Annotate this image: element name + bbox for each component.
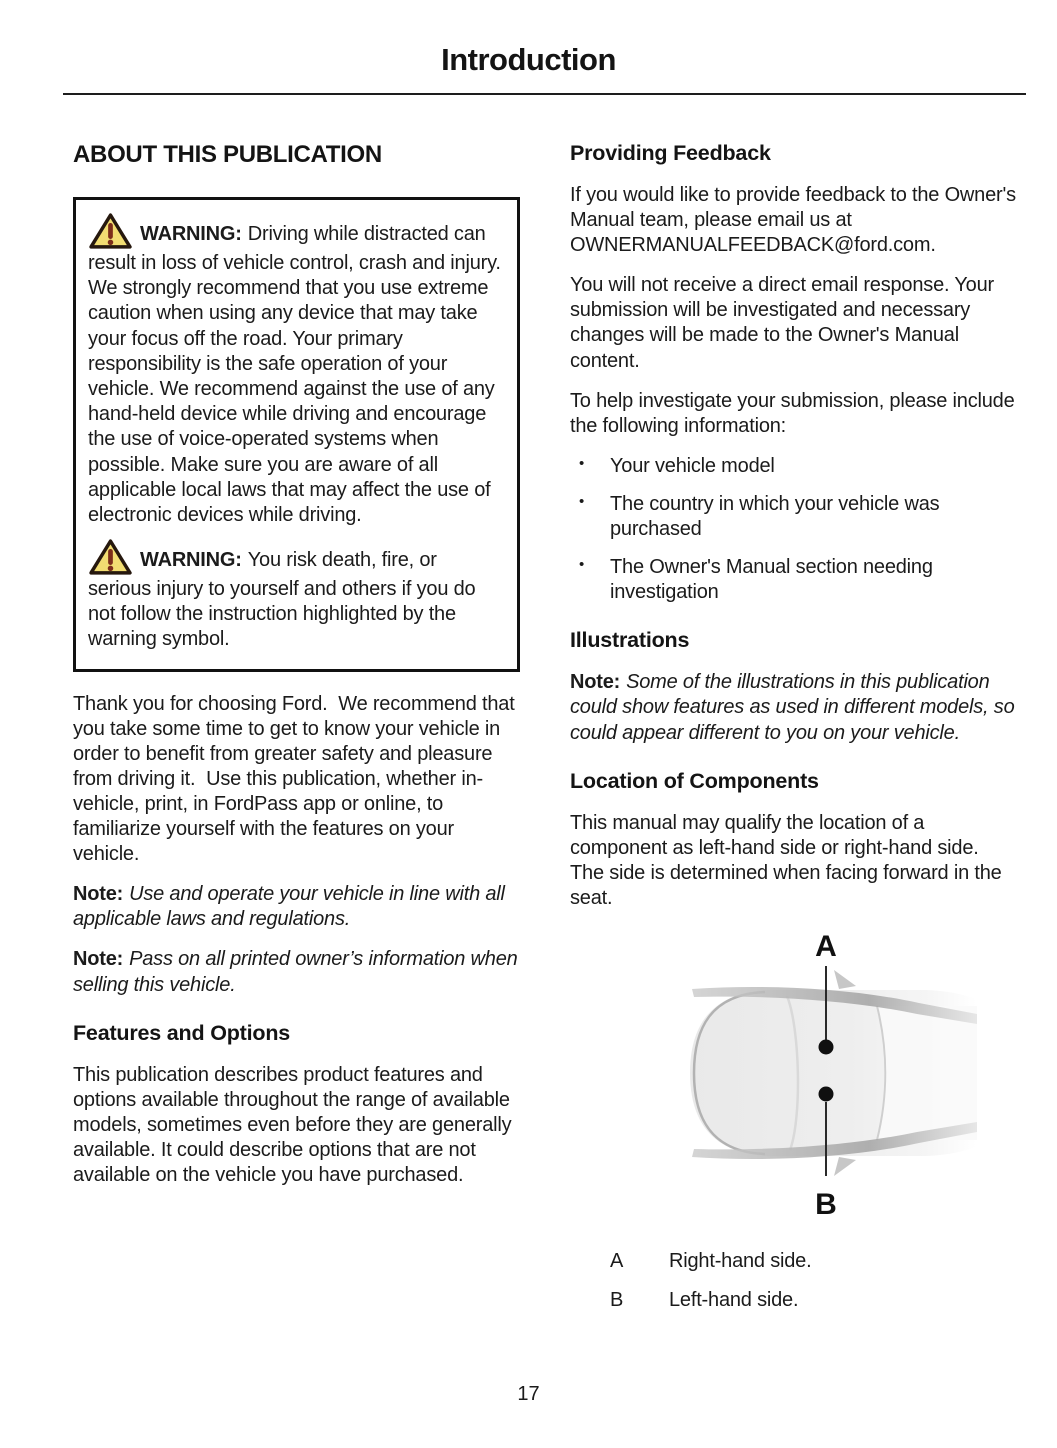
bullet-item xyxy=(570,492,1019,542)
warning-label: WARNING: xyxy=(140,549,242,572)
note-label: Note: xyxy=(73,948,124,971)
note xyxy=(73,947,520,997)
legend-text: Left-hand side. xyxy=(669,1288,799,1311)
note-text: Use and operate your vehicle in line with all applicable laws and regulations. xyxy=(73,883,505,931)
bullet-text: The Owner's Manual section needing investigation xyxy=(610,556,933,604)
illustrations-note xyxy=(570,670,1019,745)
figure-dot-right-side xyxy=(818,1039,833,1054)
page-number: 17 xyxy=(517,1383,540,1405)
right-column xyxy=(570,141,1022,1328)
feedback-paragraph: If you would like to provide feedback to the Owner's Manual team, please email us at OWNERMANUALFEEDBACK@ford.com. xyxy=(570,184,1022,257)
note xyxy=(73,882,520,932)
vehicle-top-view-illustration xyxy=(669,926,979,1222)
legend-row xyxy=(570,1289,1019,1312)
note-label: Note: xyxy=(570,671,621,694)
mirror-top xyxy=(834,970,856,989)
bullet-icon: • xyxy=(579,492,585,510)
legend-row xyxy=(570,1250,1019,1273)
location-paragraph: This manual may qualify the location of a component as left-hand side or right-hand side. The side is determined when facing forward in the seat. xyxy=(570,811,1007,909)
feedback-paragraph: You will not receive a direct email response. Your submission will be investigated and necessary changes will be made to the Owner's Manual content. xyxy=(570,274,1000,372)
bullet-text: Your vehicle model xyxy=(610,454,775,477)
note-text: Pass on all printed owner’s information when selling this vehicle. xyxy=(73,948,518,996)
legend-text: Right-hand side. xyxy=(669,1249,812,1272)
bullet-icon: • xyxy=(579,454,585,472)
warning-text: Driving while distracted can result in loss of vehicle control, crash and injury. We strongly recommend that you use extreme caution when using any device that may take your focus off the road. Your primary responsibility is the safe operation of your vehicle. We recommend against the use of any hand-held device while driving and encourage the use of voice-operated systems when possible. Make sure you are aware of all applicable local laws that may affect the use of electronic devices while driving. xyxy=(88,223,501,526)
car-body xyxy=(690,970,977,1176)
left-column xyxy=(73,141,520,1328)
bullet-text: The country in which your vehicle was purchased xyxy=(610,492,940,541)
features-heading: Features and Options xyxy=(73,1020,291,1045)
feedback-heading: Providing Feedback xyxy=(570,141,771,165)
title-rule xyxy=(63,93,1026,95)
illustrations-heading: Illustrations xyxy=(570,628,690,653)
bullet-item xyxy=(570,454,1019,479)
intro-paragraph: Thank you for choosing Ford. We recommend that you take some time to get to know your vehicle in order to benefit from greater safety and pleasure from driving it. Use this publication, whether in-vehicle, print, in FordPass app or online, to familiarize yourself with the features on your vehicle. xyxy=(73,692,520,866)
warning-text: You risk death, fire, or serious injury to yourself and others if you do not follow the instruction highlighted by the warning symbol. xyxy=(88,549,476,651)
warning-triangle-icon xyxy=(88,538,133,577)
features-paragraph: This publication describes product features and options available throughout the range of available models, sometimes even before they are generally available. It could describe options that are not available on the vehicle you have purchased. xyxy=(73,1063,517,1187)
vehicle-top-view-figure xyxy=(570,926,1019,1222)
figure-legend xyxy=(570,1250,1019,1312)
warning-label: WARNING: xyxy=(140,223,242,245)
two-column-layout xyxy=(0,141,1057,1328)
page-title: Introduction xyxy=(441,42,616,77)
feedback-paragraph: To help investigate your submission, please include the following information: xyxy=(570,389,1020,437)
note-label: Note: xyxy=(73,883,124,906)
legend-key: A xyxy=(610,1249,624,1272)
figure-dot-left-side xyxy=(818,1086,833,1101)
figure-label-a: A xyxy=(814,929,837,963)
note-text: Some of the illustrations in this publication could show features as used in different models, so could appear different to you on your vehicle. xyxy=(570,671,1015,744)
about-heading: ABOUT THIS PUBLICATION xyxy=(73,141,382,168)
figure-label-b: B xyxy=(814,1187,837,1221)
page-footer xyxy=(0,1383,1057,1406)
warning-item xyxy=(88,212,505,528)
bullet-item xyxy=(570,555,1019,605)
legend-key: B xyxy=(610,1288,624,1311)
warning-box xyxy=(73,197,520,672)
warning-triangle-icon xyxy=(88,212,133,251)
location-heading: Location of Components xyxy=(570,768,819,793)
warning-item xyxy=(88,538,505,653)
bullet-icon: • xyxy=(579,556,585,574)
mirror-bottom xyxy=(834,1157,856,1176)
feedback-bullet-list xyxy=(570,454,1019,605)
